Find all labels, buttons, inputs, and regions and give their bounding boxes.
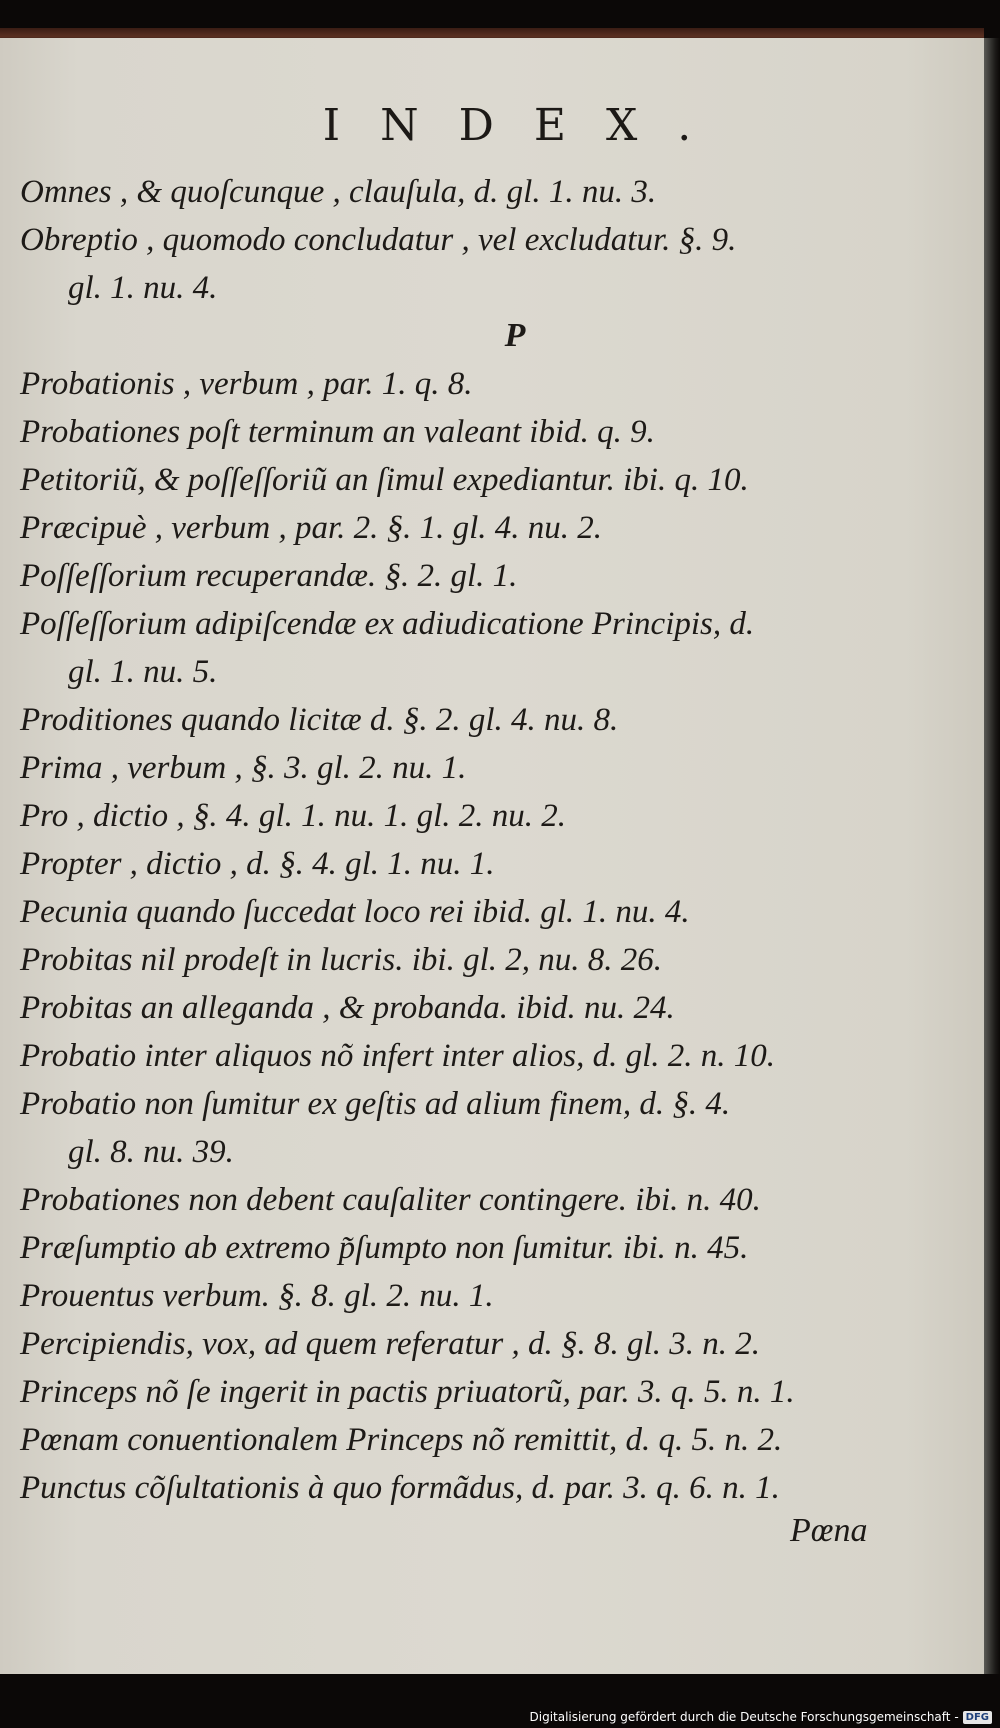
index-entry-continuation: gl. 8. nu. 39. xyxy=(68,1134,234,1170)
index-entry: Petitoriũ, & poſſeſſoriũ an ſimul expediantur. ibi. q. 10. xyxy=(20,462,749,498)
index-entry: Præſumptio ab extremo p̃ſumpto non ſumitur. ibi. n. 45. xyxy=(20,1230,749,1266)
index-entry-continuation: gl. 1. nu. 5. xyxy=(68,654,218,690)
index-entry-continuation: gl. 1. nu. 4. xyxy=(68,270,218,306)
index-entry: Proditiones quando licitæ d. §. 2. gl. 4. nu. 8. xyxy=(20,702,619,738)
index-entry: Punctus cõſultationis à quo formãdus, d. par. 3. q. 6. n. 1. xyxy=(20,1470,780,1506)
index-entry: Pro , dictio , §. 4. gl. 1. nu. 1. gl. 2. nu. 2. xyxy=(20,798,567,834)
index-entry: Pœnam conuentionalem Princeps nõ remittit, d. q. 5. n. 2. xyxy=(20,1422,783,1458)
catchword: Pœna xyxy=(790,1512,868,1549)
footer-text: Digitalisierung gefördert durch die Deutsche Forschungsgemeinschaft - xyxy=(529,1710,959,1724)
page-right-edge xyxy=(984,38,1000,1674)
index-entry: Probationes poſt terminum an valeant ibid. q. 9. xyxy=(20,414,655,450)
index-entry: Probatio non ſumitur ex geſtis ad alium finem, d. §. 4. xyxy=(20,1086,731,1122)
dfg-logo: DFG xyxy=(963,1711,992,1724)
index-entry: Pecunia quando ſuccedat loco rei ibid. gl. 1. nu. 4. xyxy=(20,894,690,930)
index-entry: Prima , verbum , §. 3. gl. 2. nu. 1. xyxy=(20,750,467,786)
index-entry: Omnes , & quoſcunque , clauſula, d. gl. 1. nu. 3. xyxy=(20,174,657,210)
index-entry: Prouentus verbum. §. 8. gl. 2. nu. 1. xyxy=(20,1278,494,1314)
index-entry: Propter , dictio , d. §. 4. gl. 1. nu. 1. xyxy=(20,846,495,882)
index-entry: Percipiendis, vox, ad quem referatur , d. §. 8. gl. 3. n. 2. xyxy=(20,1326,760,1362)
index-entry: Obreptio , quomodo concludatur , vel excludatur. §. 9. xyxy=(20,222,737,258)
index-entry: Probationis , verbum , par. 1. q. 8. xyxy=(20,366,473,402)
section-letter: P xyxy=(504,317,526,354)
index-entry: Probationes non debent cauſaliter contingere. ibi. n. 40. xyxy=(20,1182,761,1218)
digitization-footer xyxy=(530,1710,993,1724)
index-entry: Poſſeſſorium adipiſcendæ ex adiudicatione Principis, d. xyxy=(20,606,755,642)
index-entry: Probitas an alleganda , & probanda. ibid. nu. 24. xyxy=(20,990,675,1026)
index-entry: Princeps nõ ſe ingerit in pactis priuatorũ, par. 3. q. 5. n. 1. xyxy=(20,1374,795,1410)
index-entry: Probatio inter aliquos nõ infert inter alios, d. gl. 2. n. 10. xyxy=(20,1038,776,1074)
page-heading: INDEX. xyxy=(322,100,732,151)
index-entry: Probitas nil prodeſt in lucris. ibi. gl. 2, nu. 8. 26. xyxy=(20,942,662,978)
index-entries xyxy=(20,168,970,1512)
index-entry: Poſſeſſorium recuperandæ. §. 2. gl. 1. xyxy=(20,558,518,594)
index-entry: Præcipuè , verbum , par. 2. §. 1. gl. 4. nu. 2. xyxy=(20,510,603,546)
